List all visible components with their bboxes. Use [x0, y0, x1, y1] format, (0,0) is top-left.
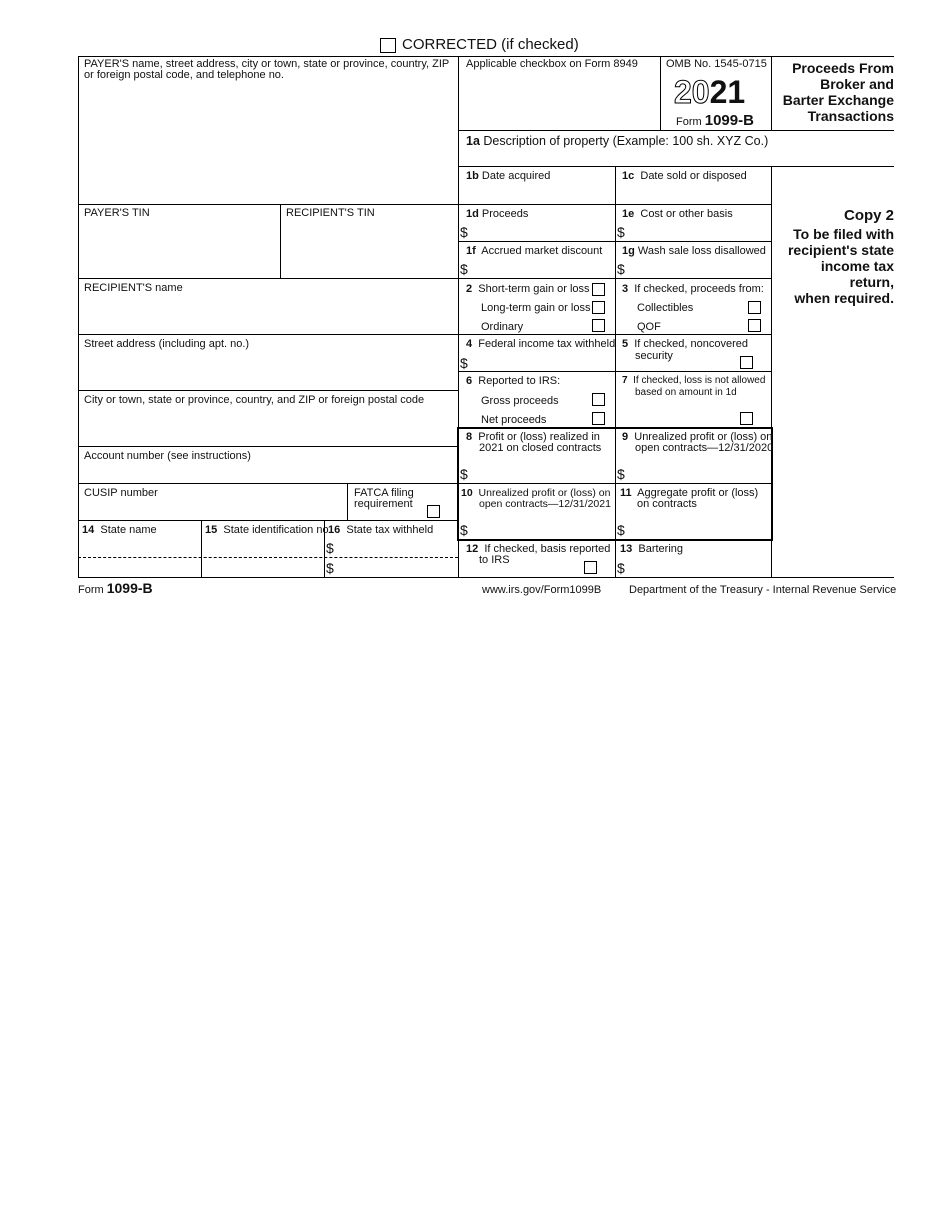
- form-word-header: Form: [676, 116, 702, 128]
- box16-dollar-2: $: [326, 560, 334, 576]
- box1g-field[interactable]: [629, 259, 769, 277]
- box1c-label: [622, 170, 747, 182]
- box14-number: 14: [82, 524, 95, 536]
- box1a-text: Description of property (Example: 100 sh. XYZ Co.): [483, 134, 769, 148]
- copy-title: Copy 2: [843, 207, 894, 224]
- cusip-field[interactable]: [80, 500, 345, 518]
- form-number-header: 1099-B: [704, 112, 754, 129]
- box1d-number: 1d: [466, 208, 479, 220]
- box1d-dollar: $: [460, 224, 468, 240]
- box1f-dollar: $: [460, 261, 468, 277]
- box6-gross-checkbox[interactable]: [592, 393, 605, 406]
- box2-long-label: Long-term gain or loss: [481, 302, 591, 314]
- state-id-field-1[interactable]: [203, 538, 322, 556]
- box2-short-label: [466, 283, 590, 295]
- box12-text-line1: If checked, basis reported: [484, 543, 611, 555]
- box8-field[interactable]: [472, 464, 612, 482]
- box8-text-line1: Profit or (loss) realized in: [478, 431, 600, 443]
- box4-dollar: $: [460, 355, 468, 371]
- box3-qof-checkbox[interactable]: [748, 319, 761, 332]
- box9-dollar: $: [617, 466, 625, 482]
- omb-number: OMB No. 1545-0715: [666, 58, 767, 70]
- payer-field[interactable]: [80, 84, 456, 202]
- fatca-label-line1: FATCA filing: [354, 487, 414, 499]
- box9-text-line2: open contracts—12/31/2020: [635, 442, 774, 454]
- box10-number: 10: [461, 487, 473, 499]
- box11-text-line2: on contracts: [637, 498, 697, 510]
- box15-number: 15: [205, 524, 218, 536]
- form-title-line1: Proceeds From: [792, 60, 894, 76]
- copy-line2: recipient's state: [787, 242, 894, 258]
- box13-dollar: $: [617, 560, 625, 576]
- box6-number: 6: [466, 375, 473, 387]
- box1d-label: [466, 208, 528, 220]
- box1c-field[interactable]: [617, 184, 770, 203]
- box7-text-line1: If checked, loss is not allowed: [633, 375, 766, 386]
- box11-text-line1: Aggregate profit or (loss): [637, 487, 759, 499]
- box1g-dollar: $: [617, 261, 625, 277]
- box1g-text: Wash sale loss disallowed: [637, 245, 766, 257]
- fatca-checkbox[interactable]: [427, 505, 440, 518]
- form-8949-field[interactable]: [460, 72, 658, 128]
- fatca-label-line2: requirement: [354, 498, 413, 510]
- box6-net-checkbox[interactable]: [592, 412, 605, 425]
- recipient-name-label: RECIPIENT'S name: [84, 282, 183, 294]
- box11-number: 11: [620, 487, 632, 499]
- form-title-line3: Barter Exchange: [782, 92, 894, 108]
- box15-text: State identification no.: [223, 524, 332, 536]
- box1b-text: Date acquired: [481, 170, 551, 182]
- box1f-field[interactable]: [472, 259, 612, 277]
- box12-basis-reported-checkbox[interactable]: [584, 561, 597, 574]
- box12-number: 12: [466, 543, 479, 555]
- box6-net-label: Net proceeds: [481, 414, 547, 426]
- form-title-line2: Broker and: [820, 76, 894, 92]
- box2-long-term-checkbox[interactable]: [592, 301, 605, 314]
- state-name-field-1[interactable]: [80, 538, 199, 556]
- box6-text: Reported to IRS:: [478, 375, 561, 387]
- rule-1a-top: [458, 130, 894, 131]
- form-title-line4: Transactions: [807, 108, 894, 124]
- box4-label: [466, 338, 615, 350]
- box4-field[interactable]: [472, 352, 612, 370]
- box1f-text: Accrued market discount: [481, 245, 603, 257]
- street-field[interactable]: [80, 352, 456, 388]
- box9-field[interactable]: [629, 464, 769, 482]
- recipient-tin-label: RECIPIENT'S TIN: [286, 207, 375, 219]
- box14-label: [82, 524, 157, 536]
- payer-tin-field[interactable]: [80, 220, 278, 276]
- rule-recipient-top: [78, 278, 771, 279]
- box9-text-line1: Unrealized profit or (loss) on: [634, 431, 773, 443]
- box1e-label: [622, 208, 733, 220]
- box5-number: 5: [622, 338, 629, 350]
- state-divider-1: [201, 520, 202, 577]
- box1g-number: 1g: [622, 245, 635, 257]
- account-field[interactable]: [80, 464, 456, 482]
- box13-text: Bartering: [638, 543, 684, 555]
- box7-loss-not-allowed-checkbox[interactable]: [740, 412, 753, 425]
- cusip-label: CUSIP number: [84, 487, 158, 499]
- box1e-field[interactable]: [629, 222, 769, 240]
- box2-short-term-checkbox[interactable]: [592, 283, 605, 296]
- footer-department: Department of the Treasury - Internal Revenue Service: [629, 584, 897, 596]
- state-name-field-2[interactable]: [80, 559, 199, 576]
- box4-number: 4: [466, 338, 473, 350]
- box2-ordinary-label: Ordinary: [481, 321, 524, 333]
- box1g-label: [622, 245, 766, 257]
- box1a-field[interactable]: [460, 150, 892, 165]
- street-label: Street address (including apt. no.): [84, 338, 250, 350]
- box10-text-line2: open contracts—12/31/2021: [479, 498, 611, 510]
- box2-ordinary-checkbox[interactable]: [592, 319, 605, 332]
- copy-line1: To be filed with: [793, 226, 894, 242]
- rule-10-top: [458, 483, 771, 484]
- rule-account-top: [78, 446, 458, 447]
- form-title: [774, 60, 894, 124]
- box1a-number: 1a: [466, 134, 480, 148]
- box1b-field[interactable]: [460, 184, 613, 203]
- box12-text-line2: to IRS: [479, 554, 510, 566]
- copy-designation: [774, 206, 894, 306]
- box1b-number: 1b: [466, 170, 479, 182]
- box7-text-line2: based on amount in 1d: [635, 387, 737, 398]
- box16-label: [328, 524, 433, 536]
- box7-label: [622, 375, 765, 387]
- box10-dollar: $: [460, 522, 468, 538]
- box16-text: State tax withheld: [346, 524, 434, 536]
- box1c-number: 1c: [622, 170, 635, 182]
- box1c-text: Date sold or disposed: [640, 170, 747, 182]
- bottom-rule: [78, 577, 894, 578]
- copy-line4: when required.: [794, 290, 894, 306]
- rule-state-top: [78, 520, 458, 521]
- box8-number: 8: [466, 431, 473, 443]
- payer-label-line2: or foreign postal code, and telephone no.: [84, 69, 284, 81]
- rule-street-top: [78, 334, 771, 335]
- omb-divider: [660, 56, 661, 130]
- tin-divider: [280, 204, 281, 278]
- payer-tin-label: PAYER'S TIN: [84, 207, 150, 219]
- box1e-number: 1e: [622, 208, 635, 220]
- box1e-dollar: $: [617, 224, 625, 240]
- box1d-field[interactable]: [472, 222, 612, 240]
- copy-line3: income tax return,: [820, 258, 894, 290]
- tax-year: [674, 76, 745, 108]
- box2-number: 2: [466, 283, 473, 295]
- rule-city-top: [78, 390, 458, 391]
- box1f-label: [466, 245, 602, 257]
- box6-gross-label: Gross proceeds: [481, 395, 559, 407]
- box13-field[interactable]: [629, 558, 769, 576]
- box8-dollar: $: [460, 466, 468, 482]
- box5-text-line2: security: [635, 350, 673, 362]
- tax-year-prefix: 20: [674, 74, 710, 110]
- box11-field[interactable]: [629, 520, 769, 538]
- box14-text: State name: [100, 524, 157, 536]
- box5-text-line1: If checked, noncovered: [634, 338, 748, 350]
- box16-dollar-1: $: [326, 540, 334, 556]
- box3-text: If checked, proceeds from:: [634, 283, 764, 295]
- box7-number: 7: [622, 375, 628, 386]
- payer-label-line1: PAYER'S name, street address, city or town, state or province, country, ZIP: [84, 58, 450, 70]
- fatca-divider: [347, 483, 348, 520]
- box5-label: [622, 338, 748, 350]
- title-divider: [771, 56, 772, 130]
- recipient-tin-field[interactable]: [282, 220, 456, 276]
- form-id-footer: [78, 581, 153, 598]
- box3-qof-label: QOF: [637, 321, 661, 333]
- city-field[interactable]: [80, 408, 456, 444]
- box4-text: Federal income tax withheld: [478, 338, 616, 350]
- form-word-footer: Form: [78, 584, 104, 596]
- box3-collectibles-label: Collectibles: [637, 302, 694, 314]
- box3-number: 3: [622, 283, 629, 295]
- box8-text-line2: 2021 on closed contracts: [479, 442, 602, 454]
- left-border: [78, 56, 79, 577]
- corrected-label: CORRECTED (if checked): [402, 36, 579, 53]
- box16-number: 16: [328, 524, 341, 536]
- rule-state-dashed: [78, 557, 458, 558]
- box15-label: [205, 524, 332, 536]
- box10-text-line1: Unrealized profit or (loss) on: [478, 487, 611, 499]
- city-label: City or town, state or province, country, and ZIP or foreign postal code: [84, 394, 425, 406]
- state-id-field-2[interactable]: [203, 559, 322, 576]
- box3-collectibles-checkbox[interactable]: [748, 301, 761, 314]
- account-label: Account number (see instructions): [84, 450, 251, 462]
- box1e-text: Cost or other basis: [640, 208, 733, 220]
- rule-1a-bottom: [458, 166, 894, 167]
- form-8949-checkbox-label: Applicable checkbox on Form 8949: [466, 58, 638, 70]
- box1f-number: 1f: [466, 245, 476, 257]
- box13-label: [620, 543, 683, 555]
- tax-year-suffix: 21: [709, 74, 746, 110]
- footer-url: www.irs.gov/Form1099B: [482, 584, 602, 596]
- box1b-label: [466, 170, 550, 182]
- box5-noncovered-checkbox[interactable]: [740, 356, 753, 369]
- box6-label: [466, 375, 560, 387]
- box10-field[interactable]: [472, 520, 612, 538]
- rule-tin-top: [78, 204, 771, 205]
- box3-label: [622, 283, 764, 295]
- form-id-header: [676, 113, 754, 130]
- corrected-checkbox[interactable]: [380, 38, 396, 53]
- box11-dollar: $: [617, 522, 625, 538]
- box1a-label: [466, 134, 768, 148]
- box13-number: 13: [620, 543, 633, 555]
- form-number-footer: 1099-B: [106, 580, 153, 596]
- recipient-name-field[interactable]: [80, 296, 456, 332]
- box2-short-text: Short-term gain or loss: [478, 283, 590, 295]
- box9-number: 9: [622, 431, 629, 443]
- box1d-text: Proceeds: [481, 208, 529, 220]
